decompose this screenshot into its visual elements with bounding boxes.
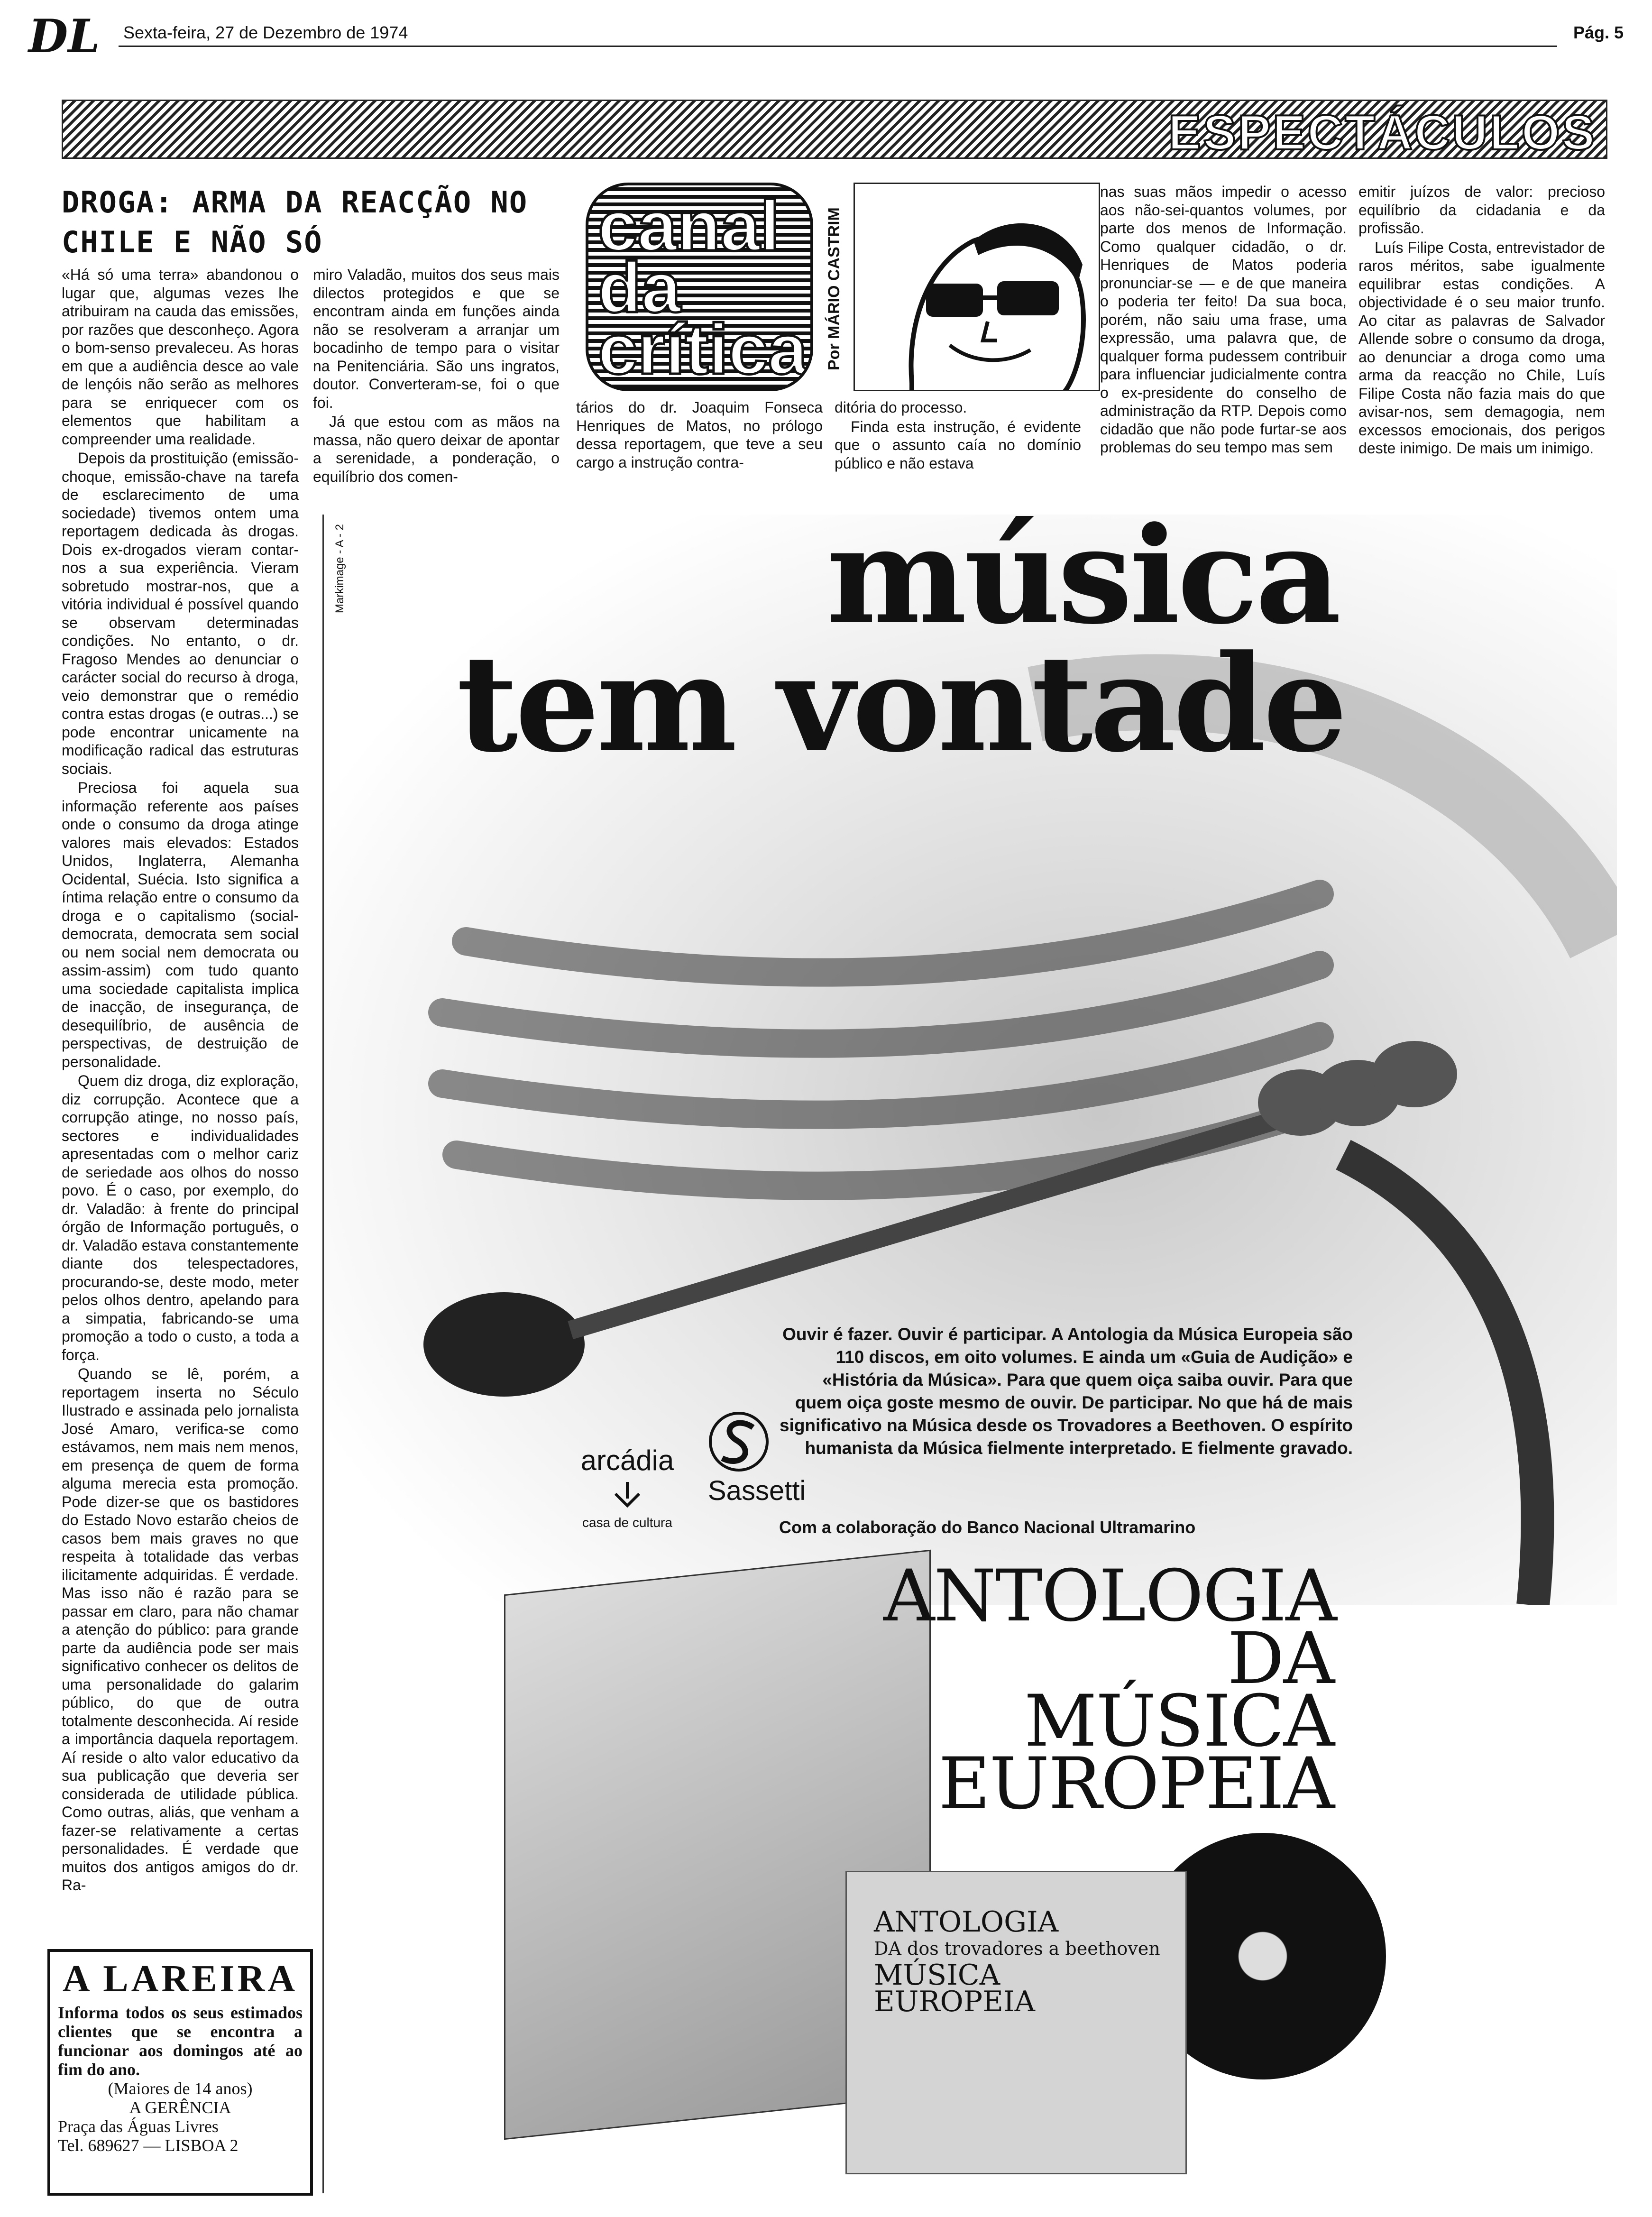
arcadia-wordmark: arcádia bbox=[580, 1444, 674, 1476]
lareira-phone: Tel. 689627 — LISBOA 2 bbox=[58, 2136, 239, 2155]
sleeve-line: MÚSICA bbox=[874, 1959, 1000, 1992]
article-column-2 bbox=[313, 266, 560, 487]
article-column-6 bbox=[1358, 183, 1605, 459]
title-line: MÚSICA bbox=[1024, 1680, 1334, 1763]
paragraph: Quem diz droga, diz exploração, diz corrupção. Acontece que a corrupção atinge, no nosso país, sectores e individualidades apresentadas com o melhor cariz de seriedade aos olhos do nosso povo. É o caso, por exemplo, do dr. Valadão: à frente do principal órgão de Informação português, o dr. Valadão estava constantemente diante dos telespectadores, procurando-se, deste modo, meter pelos olhos dentro, apelando para a simpatia, fabricando-se uma promoção a todo o custo, a toda a força. bbox=[62, 1072, 299, 1363]
article-column-4 bbox=[835, 398, 1081, 473]
title-line: ANTOLOGIA bbox=[883, 1555, 1336, 1637]
columnist-portrait bbox=[854, 183, 1100, 391]
byline-text: Por MÁRIO CASTRIM bbox=[825, 207, 843, 370]
lareira-body: Informa todos os seus estimados clientes que se encontra a funcionar aos domingos até ao fim do ano. bbox=[58, 2003, 303, 2079]
sleeve-title bbox=[874, 1905, 1160, 2018]
ad-headline-line-1: música bbox=[826, 515, 1339, 654]
lareira-title: A LAREIRA bbox=[62, 1958, 298, 2000]
paragraph: Luís Filipe Costa, entrevistador de raros méritos, sabe igualmente equilibrar estas condições. A objectividade é o seu maior trunfo. Ao citar as palavras de Salvador Allende sobre o consumo da droga, ao denunciar a droga como uma arma da reacção no Chile, Luís Filipe Costa não fazia mais do que avisar-nos, sem demagogia, nem excessos emocionais, dos perigos deste inimigo. De mais um inimigo. bbox=[1358, 239, 1605, 457]
paragraph: emitir juízos de valor: precioso equilíbrio da cidadania e da profissão. bbox=[1358, 183, 1605, 237]
sleeve-line: DA dos trovadores a beethoven bbox=[874, 1938, 1160, 1959]
article-column-5 bbox=[1100, 183, 1347, 458]
paragraph: ditória do processo. bbox=[835, 399, 967, 416]
logo-word: da bbox=[598, 248, 681, 327]
lareira-note: (Maiores de 14 anos) bbox=[108, 2079, 253, 2098]
ad-credit: Com a colaboração do Banco Nacional Ultramarino bbox=[779, 1518, 1196, 1537]
paragraph: Depois da prostituição (emissão-choque, emissão-chave na tarefa de esclarecimento de uma sociedade) tivemos ontem uma reportagem dedicada às drogas. Dois ex-drogados vieram contar-nos a sua experiência. Vieram sobretudo mostrar-nos, que a vitória individual é possível quando se observam determinadas condições. No entanto, o dr. Fragoso Mendes ao denunciar o carácter social do recurso à droga, veio demonstrar que o remédio contra estas drogas (e outras...) se pode encontrar unicamente na modificação radical das estruturas sociais. bbox=[62, 450, 299, 777]
arcadia-arrow-icon bbox=[608, 1480, 646, 1508]
canal-da-critica-logo bbox=[586, 183, 813, 391]
logo-word: crítica bbox=[598, 309, 808, 389]
sleeve-line: ANTOLOGIA bbox=[874, 1905, 1059, 1939]
paragraph: Preciosa foi aquela sua informação referente aos países onde o consumo da droga atinge valores mais elevados: Estados Unidos, Inglaterra, Alemanha Ocidental, Suécia. Isto significa a íntima relação entre o consumo da droga e o capitalismo (social-democrata, democrata sem social ou nem social nem democrata ou assim-assim) com tudo quanto uma sociedade capitalista implica de inacção, de insegurança, de desequilíbrio, de ausência de perspectivas, de destruição de personalidade. bbox=[62, 779, 299, 1070]
paragraph: Quando se lê, porém, a reportagem inserta no Século Ilustrado e assinada pelo jornalista José Amaro, verifica-se como estávamos, nem mais nem menos, em presença de quem de forma alguma merecia esta promoção. Pode dizer-se que os bastidores do Estado Novo estarão cheios de casos bem mais graves no que respeita à totalidade das verbas ilicitamente adquiridas. É verdade. Mas isso não é razão para se passar em claro, para não chamar a atenção do público: para grande parte da audiência pode ser mais significativo conhecer os delitos de uma personalidade do galarim público, do que de outra totalmente desconhecida. Aí reside a importância daquela reportagem. Aí reside o alto valor educativo da sua publicação que deveria ser considerada de utilidade pública. Como outras, aliás, que venham a fazer-se relativamente a certas personalidades. É verdade que muitos dos antigos amigos do dr. Ra- bbox=[62, 1365, 299, 1894]
lareira-signature: A GERÊNCIA bbox=[129, 2098, 231, 2117]
sassetti-s-icon bbox=[708, 1411, 770, 1472]
ad-copy: Ouvir é fazer. Ouvir é participar. A Antologia da Música Europeia são 110 discos, em oito volumes. E ainda um «Guia de Audição» e «História da Música». Para que quem oiça saiba ouvir. Para que quem oiça goste mesmo de ouvir. De participar. No que há de mais significativo na Música desde os Trovadores a Beethoven. O espírito humanista da Música fielmente interpretado. E fielmente gravado. bbox=[779, 1325, 1353, 1458]
header-rule bbox=[119, 46, 1557, 47]
ad-agency-mark: Markimage - A - 2 bbox=[333, 524, 346, 614]
article-column-1 bbox=[62, 266, 299, 1895]
section-label: ESPECTÁCULOS bbox=[1168, 105, 1597, 160]
music-anthology-ad bbox=[322, 515, 1617, 2193]
title-line: DA bbox=[1227, 1618, 1334, 1700]
lareira-address: Praça das Águas Livres bbox=[58, 2117, 219, 2136]
arcadia-logo bbox=[580, 1444, 675, 1508]
article-column-3 bbox=[576, 398, 823, 472]
arcadia-subtitle: casa de cultura bbox=[582, 1515, 672, 1530]
issue-date: Sexta-feira, 27 de Dezembro de 1974 bbox=[123, 23, 408, 42]
columnist-byline bbox=[825, 185, 854, 389]
sleeve-line: EUROPEIA bbox=[874, 1985, 1035, 2018]
paragraph: Finda esta instrução, é evidente que o assunto caía no domínio público e não estava bbox=[835, 418, 1081, 472]
paragraph: tários do dr. Joaquim Fonseca Henriques de Matos, no prólogo dessa reportagem, que teve a seu cargo a instrução contra- bbox=[576, 399, 823, 471]
page-number: Pág. 5 bbox=[1573, 23, 1624, 42]
title-line: EUROPEIA bbox=[938, 1743, 1334, 1825]
article-headline: DROGA: ARMA DA REACÇÃO NO CHILE E NÃO SÓ bbox=[62, 185, 528, 259]
paragraph: nas suas mãos impedir o acesso aos não-sei-quantos volumes, por parte dos menos de Informação. Como qualquer cidadão, o dr. Henriques de Matos poderia pronunciar-se — e de que maneira o poderia ter feito! Da sua boca, porém, não saiu uma frase, uma expressão, uma palavra que, de qualquer forma pudessem contribuir para influenciar judicialmente contra o ex-presidente do conselho de administração da RTP. Depois como cidadão que não pode furtar-se aos problemas do seu tempo mas sem bbox=[1100, 183, 1347, 456]
lareira-ad bbox=[47, 1949, 313, 2196]
paragraph: miro Valadão, muitos dos seus mais dilectos protegidos e que se encontram ainda em funções ainda não se resolveram a arranjar um bocadinho de tempo para o visitar na Penitenciária. São uns ingratos, doutor. Converteram-se, foi o que foi. bbox=[313, 266, 560, 411]
portrait-drawing bbox=[855, 184, 1100, 391]
paragraph: «Há só uma terra» abandonou o lugar que, algumas vezes lhe atribuiram na cauda das emissões, por razões que desconheço. Agora o bom-senso prevaleceu. As horas em que a audiência desce ao vale de lençóis não serão as melhores para se enriquecer com os elementos que habilitam a compreender uma realidade. bbox=[62, 266, 299, 448]
newspaper-logo: DL bbox=[28, 9, 100, 63]
logo-word: canal bbox=[598, 186, 780, 266]
section-banner bbox=[62, 100, 1607, 159]
paragraph: Já que estou com as mãos na massa, não quero deixar de apontar a serenidade, a ponderação, o equilíbrio dos comen- bbox=[313, 413, 560, 485]
ad-headline-line-2: tem vontade bbox=[457, 626, 1345, 782]
sassetti-wordmark: Sassetti bbox=[708, 1475, 806, 1506]
antologia-title bbox=[883, 1555, 1336, 1825]
sassetti-logo bbox=[708, 1411, 806, 1507]
